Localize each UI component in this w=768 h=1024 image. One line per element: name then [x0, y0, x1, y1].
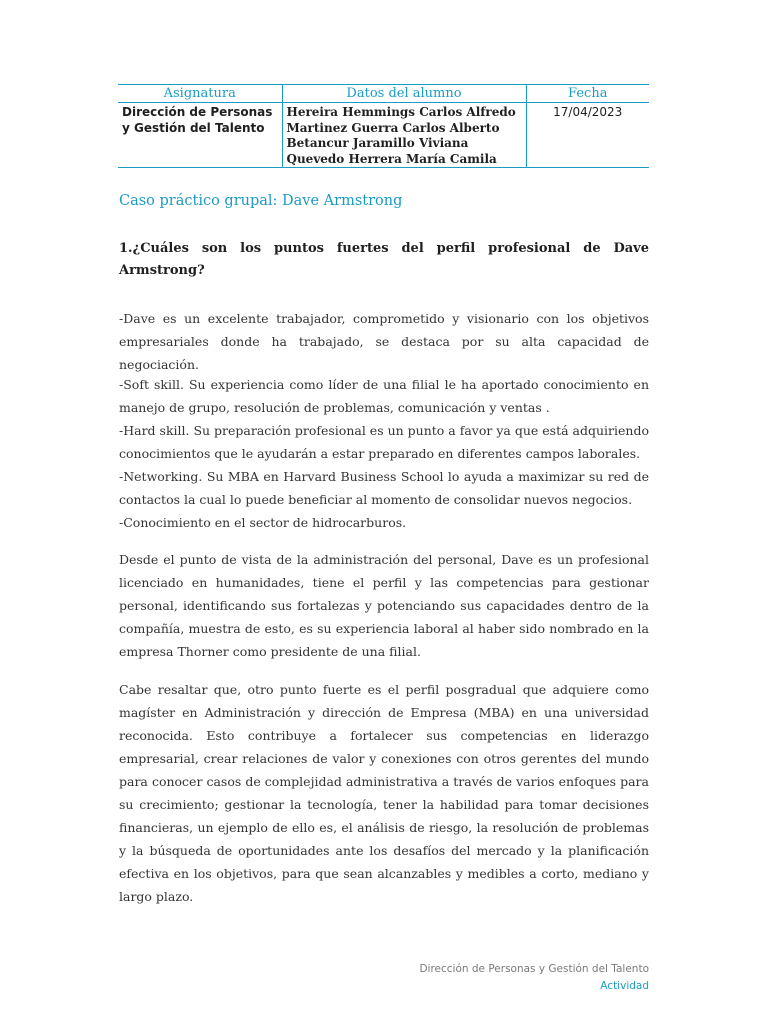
- subject-column-header: Asignatura: [118, 85, 282, 103]
- footer-course: Dirección de Personas y Gestión del Talento: [419, 963, 649, 975]
- skill-networking: -Networking. Su MBA en Harvard Business School lo ayuda a maximizar su red de contactos la cual lo puede beneficiar al momento de consolidar nuevos negocios.: [119, 469, 649, 507]
- paragraph-personnel-view: Desde el punto de vista de la administración del personal, Dave es un profesional licenciado en humanidades, tiene el perfil y las competencias para gestionar personal, identificando sus fortalezas y potenciando sus capacidades dentro de la compañía, muestra de esto, es su experiencia laboral al haber sido nombrado en la empresa Thorner como presidente de una filial.: [119, 552, 649, 659]
- header-row: [118, 85, 649, 103]
- date-column-header: Fecha: [526, 85, 649, 103]
- page-footer: [419, 961, 649, 995]
- skill-hydrocarbons: -Conocimiento en el sector de hidrocarburos.: [119, 515, 407, 530]
- student-column-header: Datos del alumno: [282, 85, 526, 103]
- skill-soft: -Soft skill. Su experiencia como líder de una filial le ha aportado conocimiento en manejo de grupo, resolución de problemas, comunicación y ventas .: [119, 377, 649, 415]
- footer-label: Actividad: [600, 980, 649, 992]
- header-values-row: [118, 103, 649, 168]
- student-name: Martinez Guerra Carlos Alberto: [286, 120, 500, 135]
- paragraph-strengths-intro: -Dave es un excelente trabajador, comprometido y visionario con los objetivos empresariales donde ha trabajado, se destaca por su alta capacidad de negociación.: [119, 311, 649, 372]
- student-name: Betancur Jaramillo Viviana: [286, 136, 469, 150]
- skill-hard: -Hard skill. Su preparación profesional es un punto a favor ya que está adquiriendo conocimientos que le ayudarán a estar preparado en diferentes campos laborales.: [119, 423, 649, 461]
- case-title: Caso práctico grupal: Dave Armstrong: [119, 193, 403, 209]
- paragraph-postgraduate-profile: Cabe resaltar que, otro punto fuerte es el perfil posgradual que adquiere como magíster en Administración y dirección de Empresa (MBA) en una universidad reconocida. Esto contribuye a fortalecer sus competencias en liderazgo empresarial, crear relaciones de valor y conexiones con otros gerentes del mundo para conocer casos de complejidad administrativa a través de varios enfoques para su crecimiento; gestionar la tecnología, tener la habilidad para tomar decisiones financieras, un ejemplo de ello es, el análisis de riesgo, la resolución de problemas y la búsqueda de oportunidades ante los desafíos del mercado y la planificación efectiva en los objetivos, para que sean alcanzables y medibles a corto, mediano y largo plazo.: [119, 682, 649, 904]
- student-name: Hereira Hemmings Carlos Alfredo: [286, 105, 516, 119]
- question-heading: 1.¿Cuáles son los puntos fuertes del perfil profesional de Dave Armstrong?: [119, 241, 649, 278]
- date-value: 17/04/2023: [526, 103, 649, 168]
- header-table: [118, 84, 649, 168]
- subject-value: Dirección de Personas y Gestión del Talento: [118, 103, 282, 168]
- student-list: [282, 103, 526, 168]
- student-name: Quevedo Herrera María Camila: [286, 151, 497, 166]
- paragraph-skills-list: [119, 373, 649, 534]
